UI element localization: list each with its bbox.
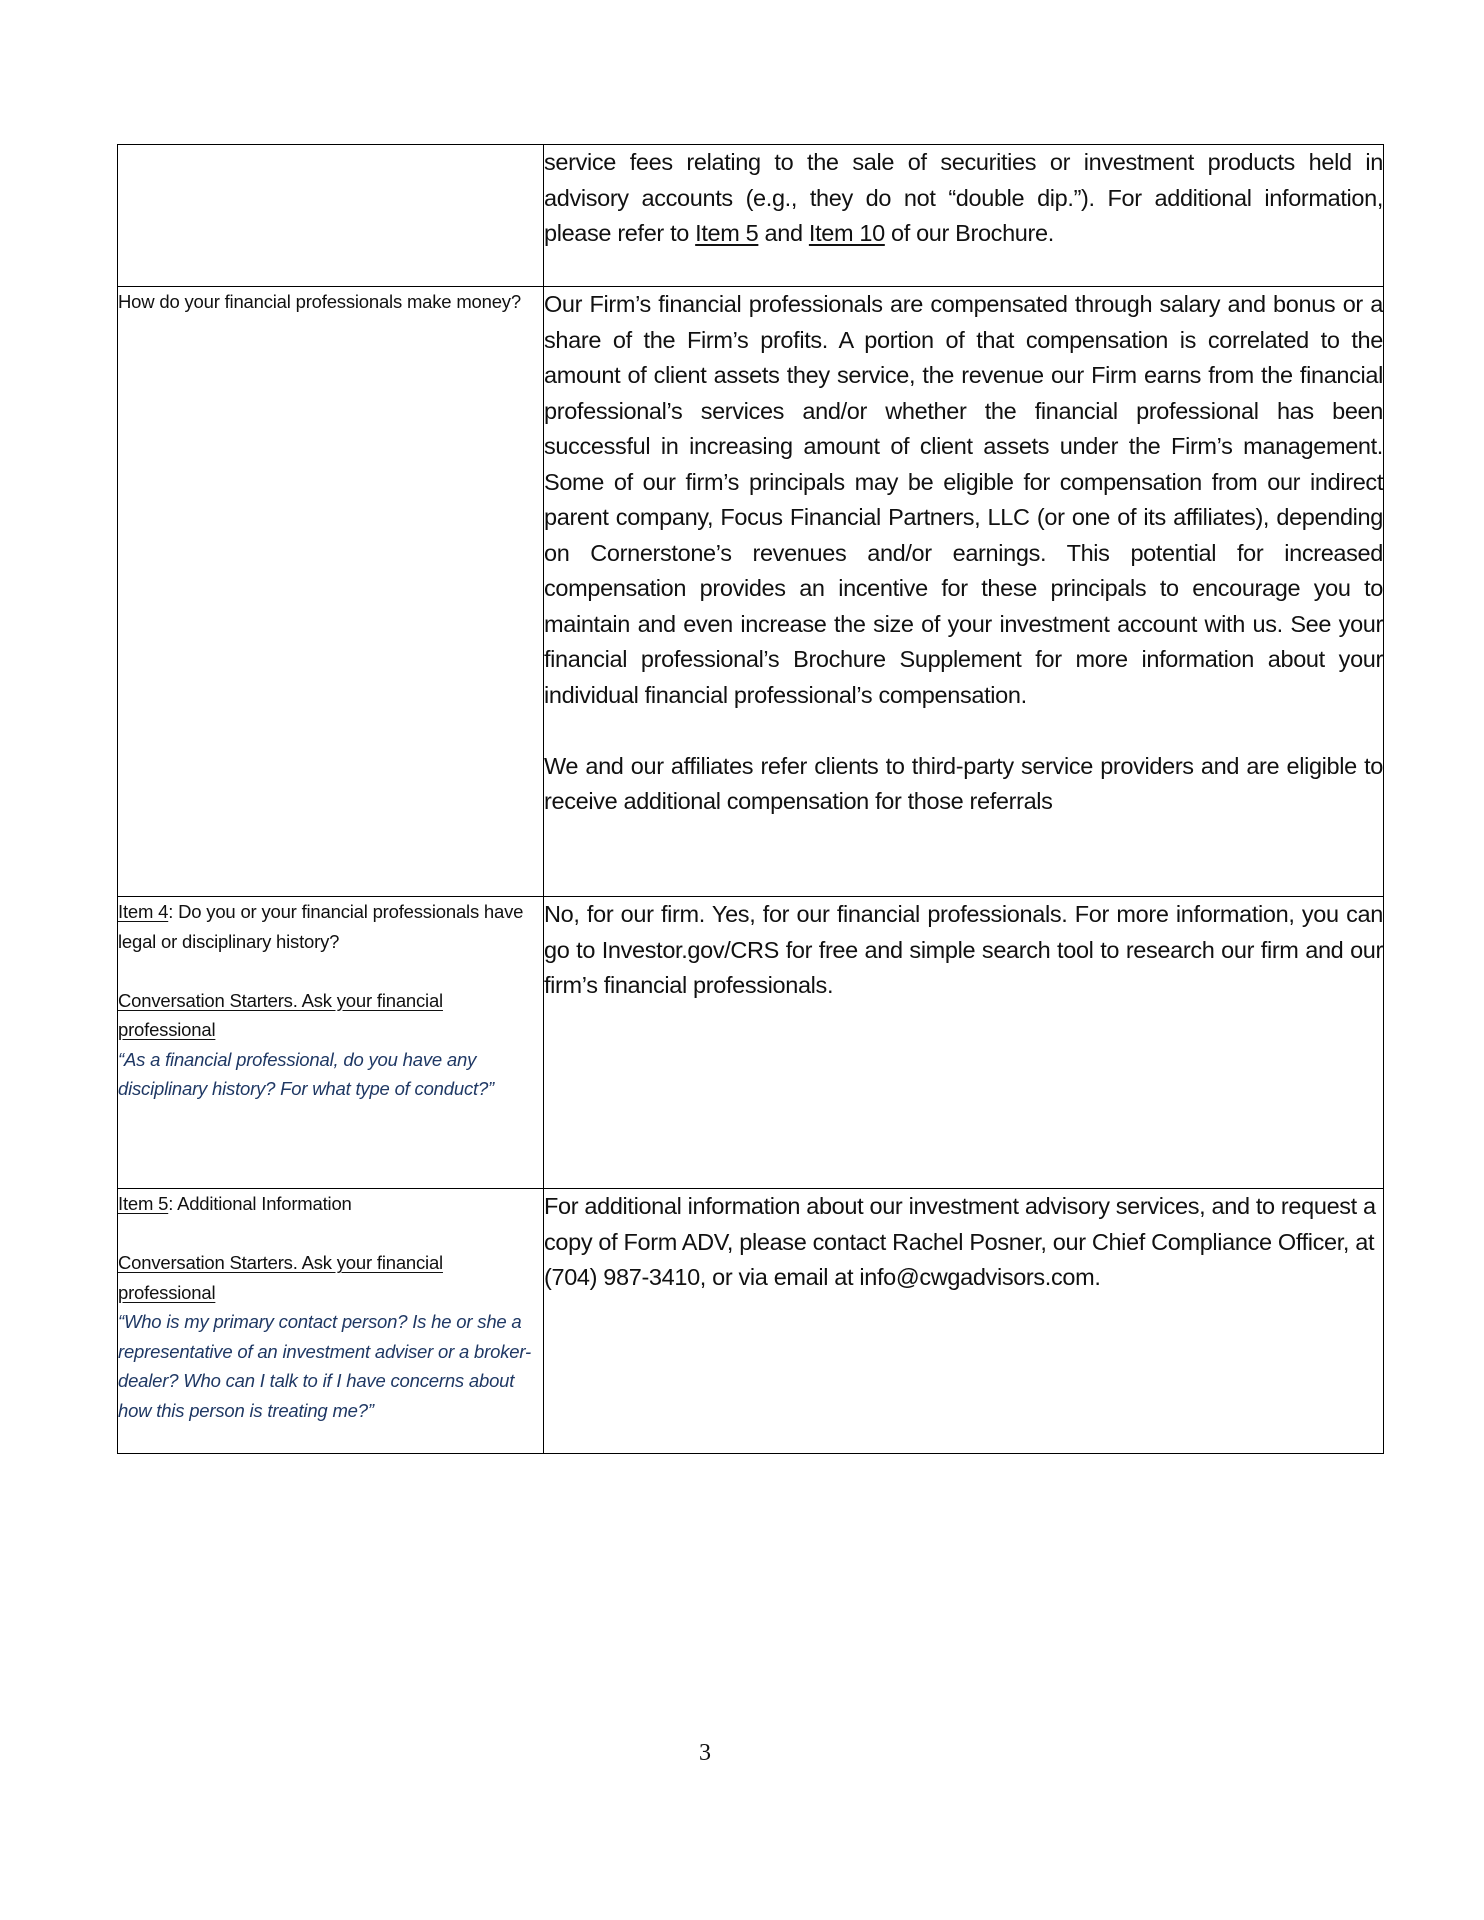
conversation-starters-heading: Conversation Starters. Ask your financial professional — [118, 1252, 443, 1303]
compensation-question: How do your financial professionals make money? — [118, 291, 521, 312]
row-4-right-cell — [544, 1189, 1384, 1454]
item-4-label: Item 4 — [118, 901, 169, 922]
page-number: 3 — [699, 1740, 711, 1766]
row-1-right-cell — [544, 145, 1384, 287]
spacer — [118, 956, 543, 986]
additional-information-answer: For additional information about our investment advisory services, and to request a copy of Form ADV, please contact Rachel Posner, our Chief Compliance Officer, at (704) 987-3410, or via email at info@cwgadvisors.com. — [544, 1193, 1376, 1290]
row-3-right-cell — [544, 897, 1384, 1189]
table-row-item-5 — [118, 1189, 1384, 1454]
client-relationship-summary-table — [117, 144, 1384, 1454]
row-1-left-cell — [118, 145, 544, 287]
fees-continued-end-text: of our Brochure. — [884, 220, 1054, 246]
row-3-left-cell — [118, 897, 544, 1189]
conversation-starters-heading: Conversation Starters. Ask your financial professional — [118, 989, 443, 1040]
conversation-starter-question: “As a financial professional, do you have any disciplinary history? For what type of conduct?” — [118, 1048, 494, 1099]
row-2-left-cell — [118, 287, 544, 897]
conversation-starter-question: “Who is my primary contact person? Is he or she a representative of an investment adviser or a broker-dealer? Who can I talk to if I have concerns about how this person is treating me?” — [118, 1311, 531, 1421]
item-5-link[interactable]: Item 5 — [695, 220, 759, 246]
referral-paragraph: We and our affiliates refer clients to third-party service providers and are eligible to receive additional compensation for those referrals — [544, 752, 1383, 814]
item-5-title: : Additional Information — [168, 1193, 352, 1214]
fees-continued-text: service fees relating to the sale of securities or investment products held in advisory accounts (e.g., they do not “double dip.”). For additional information, please refer to — [544, 149, 1383, 246]
item-4-title: : Do you or your financial professionals have legal or disciplinary history? — [118, 901, 524, 952]
paragraph-spacer — [544, 713, 1383, 749]
table-row-item-4 — [118, 897, 1384, 1189]
compensation-paragraph: Our Firm’s financial professionals are compensated through salary and bonus or a share of the Firm’s profits. A portion of that compensation is correlated to the amount of client assets they service, the revenue our Firm earns from the financial professional’s services and/or whether the financial professional has been successful in increasing amount of client assets under the Firm’s management. Some of our firm’s principals may be eligible for compensation from our indirect parent company, Focus Financial Partners, LLC (or one of its affiliates), depending on Cornerstone’s revenues and/or earnings. This potential for increased compensation provides an incentive for these principals to encourage you to maintain and even increase the size of your investment account with us. See your financial professional’s Brochure Supplement for more information about your individual financial professional’s compensation. — [544, 291, 1383, 708]
row-2-right-cell — [544, 287, 1384, 897]
item-5-label: Item 5 — [118, 1193, 169, 1214]
table-row-compensation — [118, 287, 1384, 897]
table-row-fees-continued — [118, 145, 1384, 287]
spacer — [118, 1219, 543, 1249]
disciplinary-history-answer: No, for our firm. Yes, for our financial professionals. For more information, you can go to Investor.gov/CRS for free and simple search tool to research our firm and our firm’s financial professionals. — [544, 901, 1383, 998]
item-5-heading — [118, 1189, 543, 1219]
item-4-heading — [118, 897, 543, 956]
item-10-link[interactable]: Item 10 — [808, 220, 885, 246]
fees-connector-text: and — [758, 220, 809, 246]
row-4-left-cell — [118, 1189, 544, 1454]
